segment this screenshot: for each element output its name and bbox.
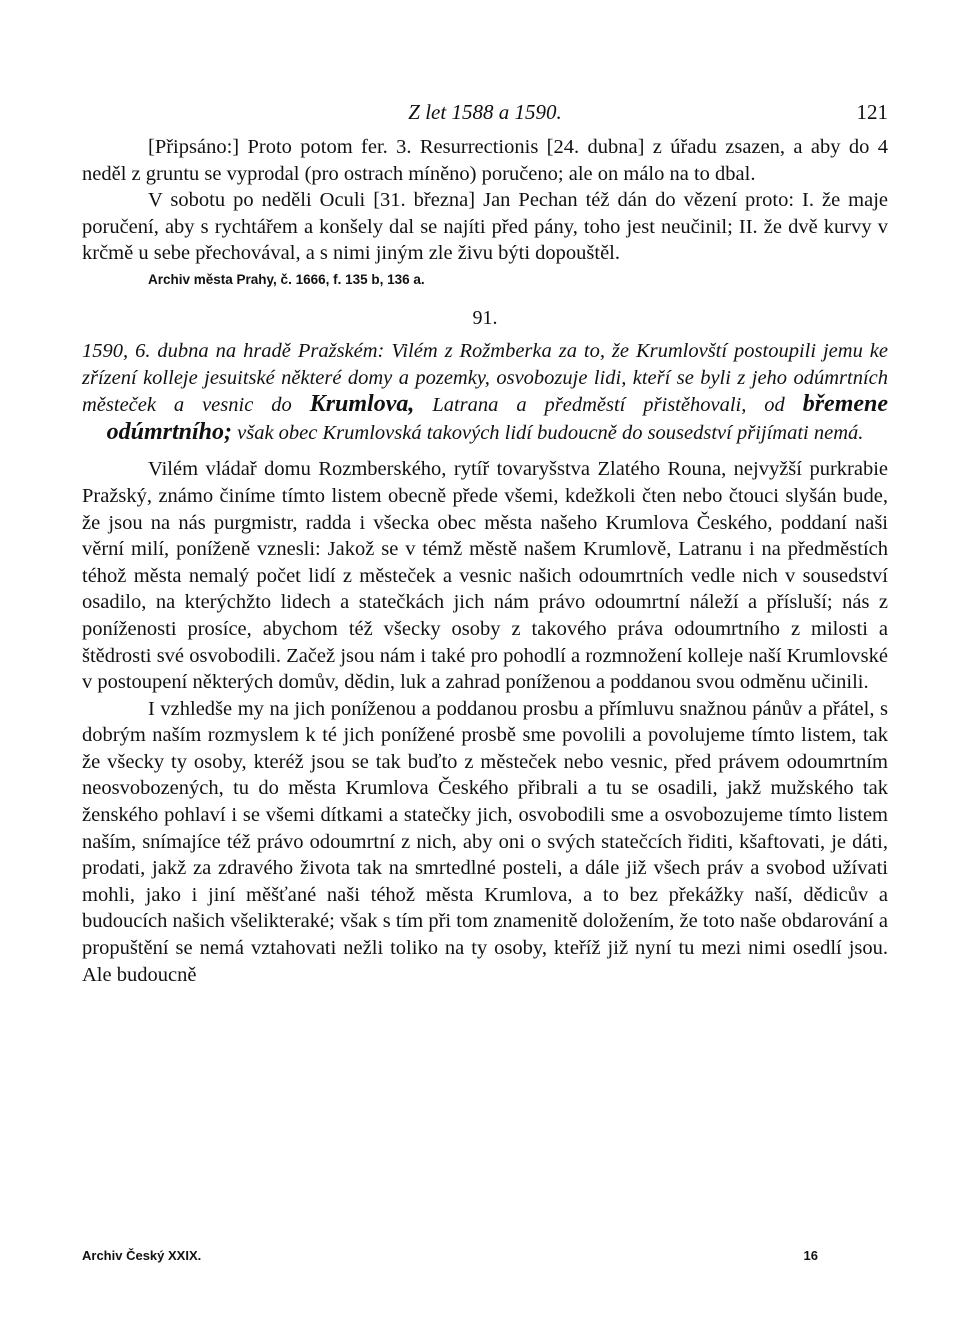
- regest-emphasis-2: břemene odúmrtního;: [106, 391, 889, 445]
- prev-entry-paragraph-2: V sobotu po neděli Oculi [31. března] Jan Pechan též dán do vězení proto: I. že maje poručení, aby s rychtářem a konšely dal se najíti před pány, toho jest neučinil; II. že dvě kurvy v krčmě u sebe přechovával, a s nimi jiným zle živu býti dopouštěl.: [82, 189, 888, 265]
- page-footer: [82, 1248, 888, 1270]
- regest-text-1: 1590, 6. dubna na hradě Pražském: Vilém z Rožmberka za to, že Krumlovští postoupili jemu ke zřízení kolleje jesuitské některé domy a pozemky, osvobozuje lidi, kteří se byli z jeho odúmrtních městeček a vesnic do: [82, 339, 888, 417]
- source-note: Archiv města Prahy, č. 1666, f. 135 b, 136 a.: [148, 271, 425, 287]
- entry-paragraph-1: Vilém vládař domu Rozmberského, rytíř tovaryšstva Zlatého Rouna, nejvyžší purkrabie Pražský, známo činíme tímto listem obecně přede všemi, kdežkoli čten nebo čtouci slyšán bude, že jsou na nás purgmistr, radda i všecka obec města našeho Krumlova Českého, poddaní naši věrní milí, poníženě vznesli: Jakož se v témž městě našem Krumlově, Latranu i na předměstích téhož města nemalý počet lidí z městeček a vesnic našich odoumrtních vedle nich v sousedství osadilo, na kterýchžto lidech a statečkách jich nám právo odoumrtní náleží a přísluší; nás z poníženosti prosíce, abychom též všecky osoby z takového práva odoumrtního z milosti a štědrosti své osvobodili. Začež jsou nám i také pro pohodlí a rozmnožení kolleje naší Krumlovské v postoupení některých domův, dědin, luk a zahrad poníženou a poddanou svou odměnu učinili.: [82, 458, 888, 694]
- regest-text-3: však obec Krumlovská takových lidí budoucně do sousedství přijímati nemá.: [237, 421, 864, 444]
- entry-paragraph-2: I vzhledše my na jich poníženou a poddanou prosbu a přímluvu snažnou pánův a přátel, s dobrým naším rozmyslem k té jich ponížené prosbě sme povolili a povolujeme tímto listem, tak že všecky ty osoby, kteréž jsou se tak buďto z městeček nebo vesnic, před právem odoumrtním neosvobozených, tu do města Krumlova Českého přibrali a tu se osadili, jakž mužského tak ženského pohlaví i se všemi dítkami a statečky jich, osvobodili sme a osvobozujeme tímto listem naším, snímajíce též právo odoumrtní z nich, aby oni o svých statečcích řiditi, kšaftovati, je dáti, prodati, jakž za zdravého života tak na smrtedlné posteli, a dále již všech práv a svobod užívati mohli, jako i jiní měšťané naši téhož města Krumlova, a to bez překážky naší, dědicův a budoucích našich všelikteraké; však s tím při tom znamenitě doložením, že toto naše obdarování a propuštění se nemá vztahovati nežli toliko na ty osoby, kteříž již nyní tu mezi nimi osedlí jsou. Ale budoucně: [82, 697, 888, 986]
- running-head: [82, 100, 888, 134]
- regest-emphasis-1: Krumlova,: [309, 391, 415, 418]
- regest-text-2: Latrana a předměstí přistěhovali, od: [432, 394, 785, 417]
- page-number: 121: [856, 100, 888, 124]
- footer-signature: 16: [803, 1248, 818, 1263]
- running-title: Z let 1588 a 1590.: [408, 100, 562, 124]
- prev-entry-paragraph-1: [Připsáno:] Proto potom fer. 3. Resurrectionis [24. dubna] z úřadu zsazen, a aby do 4 neděl z gruntu se vyprodal (pro ostrach míněno) poručeno; ale on málo na to dbal.: [82, 136, 888, 185]
- entry-regest: [82, 338, 888, 446]
- footer-volume: Archiv Český XXIX.: [82, 1248, 202, 1263]
- document-page: [82, 100, 888, 1270]
- entry-number: 91.: [472, 306, 498, 329]
